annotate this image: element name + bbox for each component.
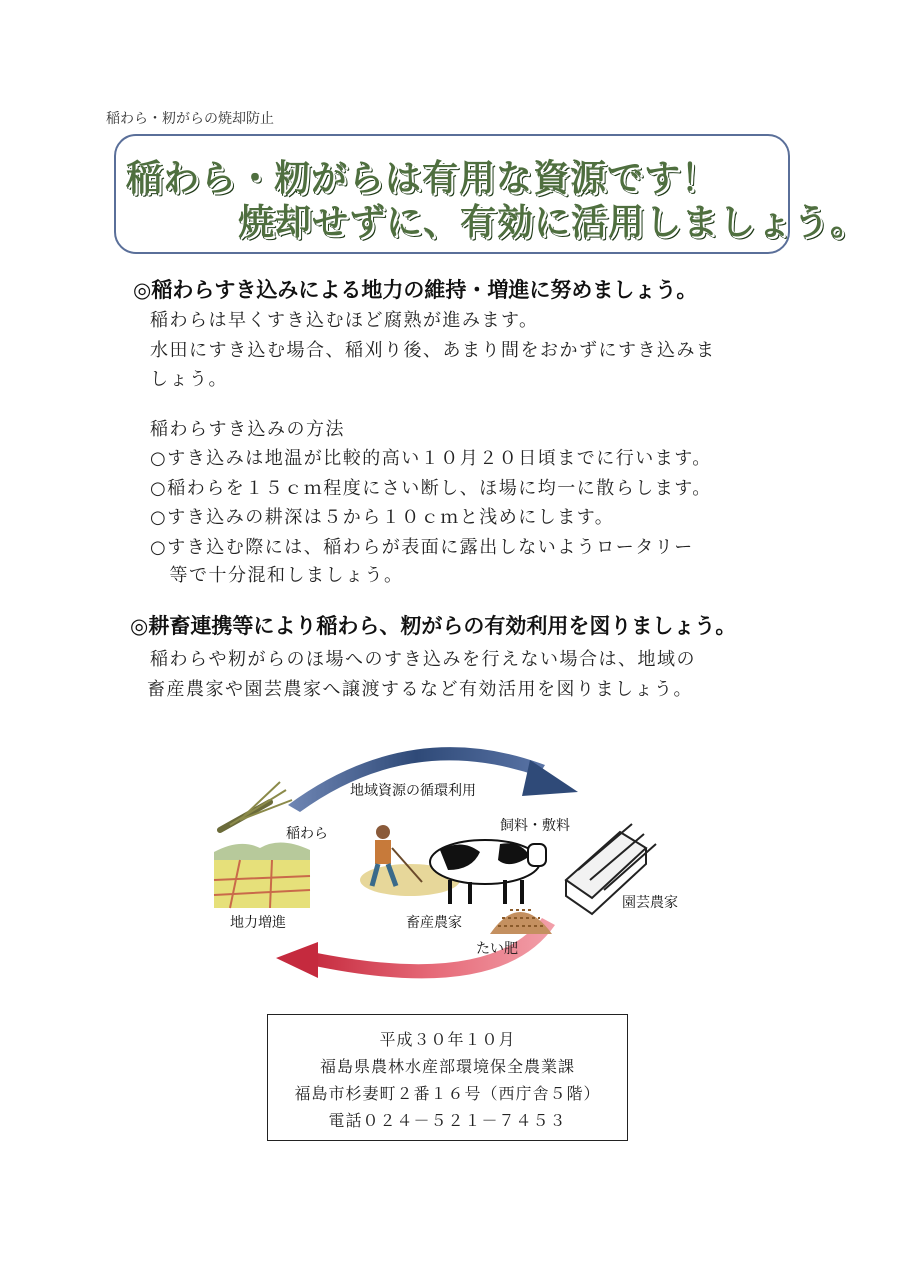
method-item: ○稲わらを１５ｃｍ程度にさい断し、ほ場に均一に散らします。 — [150, 478, 712, 499]
footer-contact-box — [267, 1014, 628, 1141]
section2-paragraph-line: 畜産農家や園芸農家へ譲渡するなど有効活用を図りましょう。 — [147, 679, 693, 700]
diagram-compost-label: たい肥 — [476, 941, 518, 957]
diagram-livestock-label: 畜産農家 — [406, 915, 462, 931]
diagram-center-label: 地域資源の循環利用 — [350, 783, 476, 799]
footer-date: 平成３０年１０月 — [379, 1030, 516, 1049]
diagram-soil-label: 地力増進 — [230, 915, 286, 931]
cow-icon — [430, 840, 546, 904]
rice-field-icon — [214, 842, 310, 908]
diagram-straw-label: 稲わら — [286, 826, 328, 842]
method-item: 等で十分混和しましょう。 — [150, 565, 404, 586]
method-title: 稲わらすき込みの方法 — [150, 419, 345, 440]
footer-address: 福島市杉妻町２番１６号（西庁舎５階） — [294, 1084, 601, 1103]
section1-paragraph-line: 水田にすき込む場合、稲刈り後、あまり間をおかずにすき込みま — [150, 340, 716, 361]
section1-paragraph-line: 稲わらは早くすき込むほど腐熟が進みます。 — [150, 310, 539, 331]
footer-department: 福島県農林水産部環境保全農業課 — [319, 1057, 575, 1076]
diagram-feed-label: 飼料・敷料 — [500, 818, 570, 834]
method-item: ○すき込む際には、稲わらが表面に露出しないようロータリー — [150, 537, 694, 558]
method-item: ○すき込みは地温が比較的高い１０月２０日頃までに行います。 — [150, 448, 712, 469]
title-line-2: 焼却せずに、有効に活用しましょう。 — [238, 202, 868, 243]
title-box — [114, 134, 868, 254]
rice-straw-icon — [220, 782, 292, 830]
method-item: ○すき込みの耕深は５から１０ｃｍと浅めにします。 — [150, 507, 615, 528]
recycling-diagram — [200, 720, 720, 1000]
section2-paragraph-line: 稲わらや籾がらのほ場へのすき込みを行えない場合は、地域の — [150, 649, 696, 670]
title-line-1: 稲わら・籾がらは有用な資源です！ — [126, 158, 719, 199]
section1-paragraph-line: しょう。 — [150, 369, 228, 390]
diagram-horticulture-label: 園芸農家 — [622, 895, 678, 911]
footer-phone: 電話０２４－５２１－７４５３ — [328, 1111, 567, 1130]
section1-heading: ◎稲わらすき込みによる地力の維持・増進に努めましょう。 — [133, 278, 698, 302]
section2-heading: ◎耕畜連携等により稲わら、籾がらの有効利用を図りましょう。 — [130, 614, 737, 638]
header-note: 稲わら・籾がらの焼却防止 — [106, 111, 274, 127]
